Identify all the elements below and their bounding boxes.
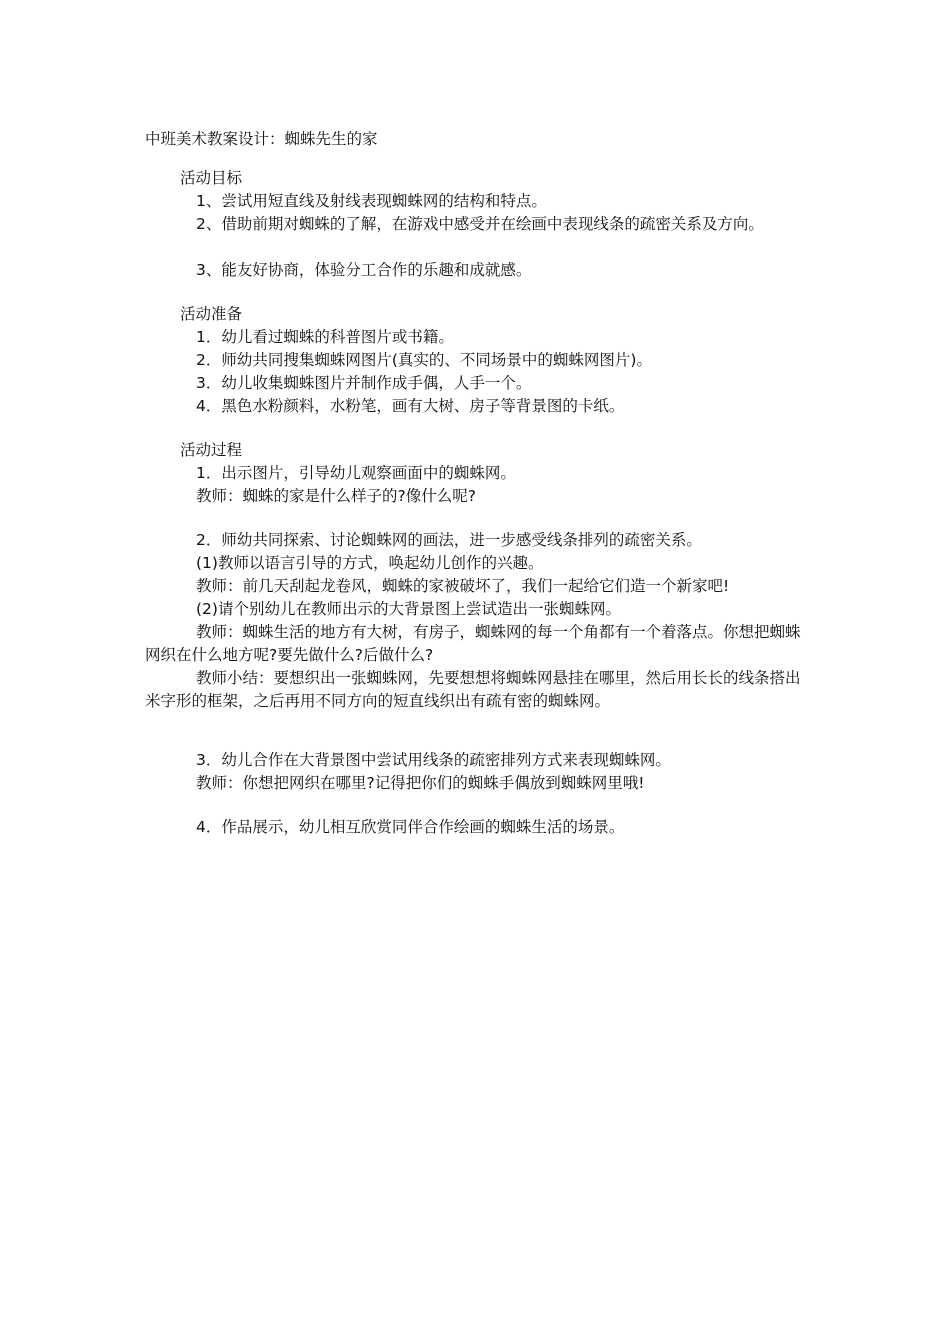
process-line: (2)请个别幼儿在教师出示的大背景图上尝试造出一张蜘蛛网。 [196,600,621,618]
process-line: 4．作品展示，幼儿相互欣赏同伴合作绘画的蜘蛛生活的场景。 [196,818,625,836]
process-line: 教师：蜘蛛生活的地方有大树，有房子，蜘蛛网的每一个角都有一个着落点。你想把蜘蛛网织在什么地方呢?要先做什么?后做什么? [145,623,801,664]
section-heading-process: 活动过程 [180,441,243,459]
process-line: 教师：蜘蛛的家是什么样子的?像什么呢? [196,487,476,505]
prep-item: 4．黑色水粉颜料，水粉笔，画有大树、房子等背景图的卡纸。 [196,397,625,415]
process-line: 3．幼儿合作在大背景图中尝试用线条的疏密排列方式来表现蜘蛛网。 [196,751,671,769]
document-title: 中班美术教案设计：蜘蛛先生的家 [145,130,378,148]
goal-item: 3、能友好协商，体验分工合作的乐趣和成就感。 [196,261,532,279]
process-line: 教师：前几天刮起龙卷风，蜘蛛的家被破坏了，我们一起给它们造一个新家吧! [196,577,730,595]
goal-item: 2、借助前期对蜘蛛的了解，在游戏中感受并在绘画中表现线条的疏密关系及方向。 [196,215,764,233]
process-line: 2．师幼共同探索、讨论蜘蛛网的画法，进一步感受线条排列的疏密关系。 [196,531,702,549]
section-heading-goals: 活动目标 [180,169,243,187]
process-line: 教师小结：要想织出一张蜘蛛网，先要想想将蜘蛛网悬挂在哪里，然后用长长的线条搭出米字形的框架，之后再用不同方向的短直线织出有疏有密的蜘蛛网。 [145,669,801,710]
process-line: (1)教师以语言引导的方式，唤起幼儿创作的兴趣。 [196,554,544,572]
prep-item: 3．幼儿收集蜘蛛图片并制作成手偶，人手一个。 [196,374,532,392]
goal-item: 1、尝试用短直线及射线表现蜘蛛网的结构和特点。 [196,192,547,210]
process-line: 教师：你想把网织在哪里?记得把你们的蜘蛛手偶放到蜘蛛网里哦! [196,774,645,792]
prep-item: 1．幼儿看过蜘蛛的科普图片或书籍。 [196,328,454,346]
process-line: 1．出示图片，引导幼儿观察画面中的蜘蛛网。 [196,464,516,482]
prep-item: 2．师幼共同搜集蜘蛛网图片(真实的、不同场景中的蜘蛛网图片)。 [196,351,652,369]
section-heading-prep: 活动准备 [180,305,243,323]
